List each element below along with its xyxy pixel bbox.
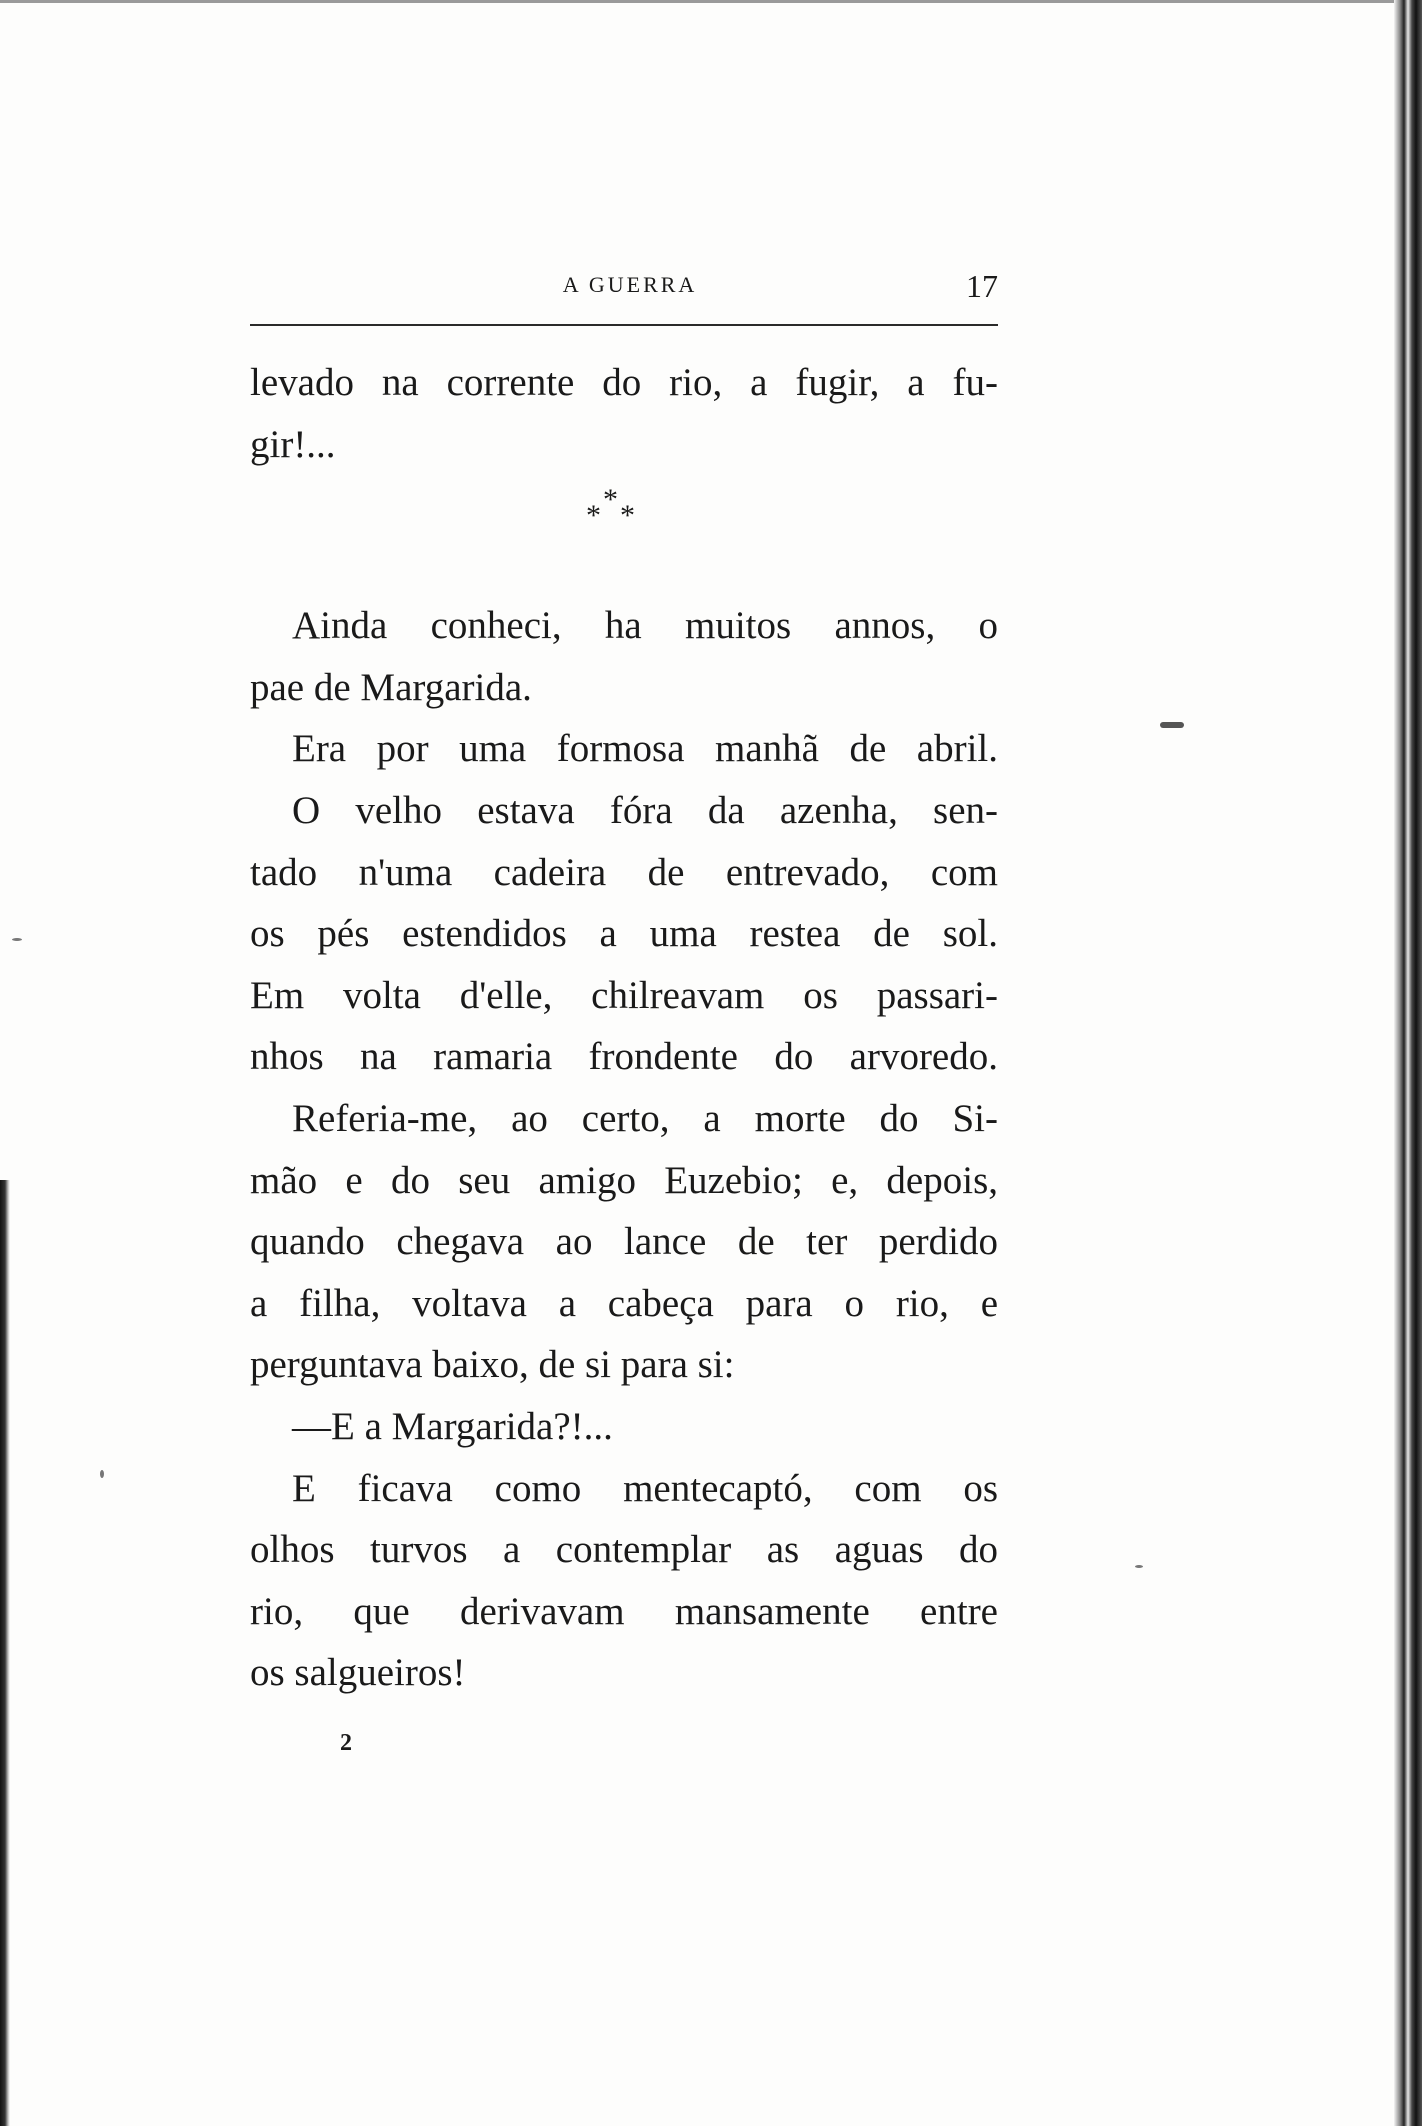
header-rule	[250, 324, 998, 326]
scan-binding-edge-left	[0, 1180, 10, 2126]
text-line: perguntava baixo, de si para si:	[250, 1343, 735, 1387]
scan-top-edge	[0, 0, 1422, 3]
scan-speck	[12, 938, 22, 941]
text-line: Ainda conheci, ha muitos annos, o	[292, 604, 998, 648]
text-line: nhos na ramaria frondente do arvoredo.	[250, 1035, 998, 1079]
paragraph	[250, 780, 998, 1088]
paragraph	[250, 1458, 998, 1704]
text-line: Em volta d'elle, chilreavam os passari-	[250, 973, 998, 1017]
text-line: Era por uma formosa manhã de abril.	[292, 727, 998, 771]
text-line: pae de Margarida.	[250, 665, 532, 709]
signature-mark: 2	[340, 1730, 352, 1756]
scan-binding-edge-right	[1394, 0, 1422, 2126]
paragraph	[250, 352, 998, 475]
asterism-icon	[250, 475, 998, 595]
text-line: mão e do seu amigo Euzebio; e, depois,	[250, 1158, 998, 1202]
text-line: E ficava como mentecaptó, com os	[292, 1466, 998, 1510]
text-line: olhos turvos a contemplar as aguas do	[250, 1528, 998, 1572]
text-line: O velho estava fóra da azenha, sen-	[292, 788, 998, 832]
text-line: tado n'uma cadeira de entrevado, com	[250, 850, 998, 894]
text-line: levado na corrente do rio, a fugir, a fu-	[250, 361, 998, 404]
asterism-star-top: *	[603, 483, 618, 517]
scan-speck	[1160, 722, 1184, 728]
text-line: os pés estendidos a uma restea de sol.	[250, 912, 998, 956]
scan-speck	[1135, 1565, 1143, 1568]
body-text	[250, 352, 998, 1704]
page-number: 17	[966, 268, 998, 304]
asterism-star-left: *	[586, 499, 601, 533]
text-line: —E a Margarida?!...	[292, 1404, 613, 1448]
text-line: Referia-me, ao certo, a morte do Si-	[292, 1096, 998, 1140]
paragraph	[250, 1088, 998, 1396]
text-line: os salgueiros!	[250, 1651, 466, 1695]
text-line: a filha, voltava a cabeça para o rio, e	[250, 1281, 998, 1325]
running-head	[250, 262, 998, 310]
asterism-star-right: *	[620, 499, 635, 533]
text-line: gir!...	[250, 422, 336, 466]
paragraph	[250, 1396, 998, 1458]
paragraph	[250, 595, 998, 718]
running-title: A GUERRA	[562, 272, 698, 297]
scan-speck	[100, 1470, 104, 1478]
paragraph	[250, 718, 998, 780]
text-line: rio, que derivavam mansamente entre	[250, 1589, 998, 1633]
text-line: quando chegava ao lance de ter perdido	[250, 1220, 998, 1264]
